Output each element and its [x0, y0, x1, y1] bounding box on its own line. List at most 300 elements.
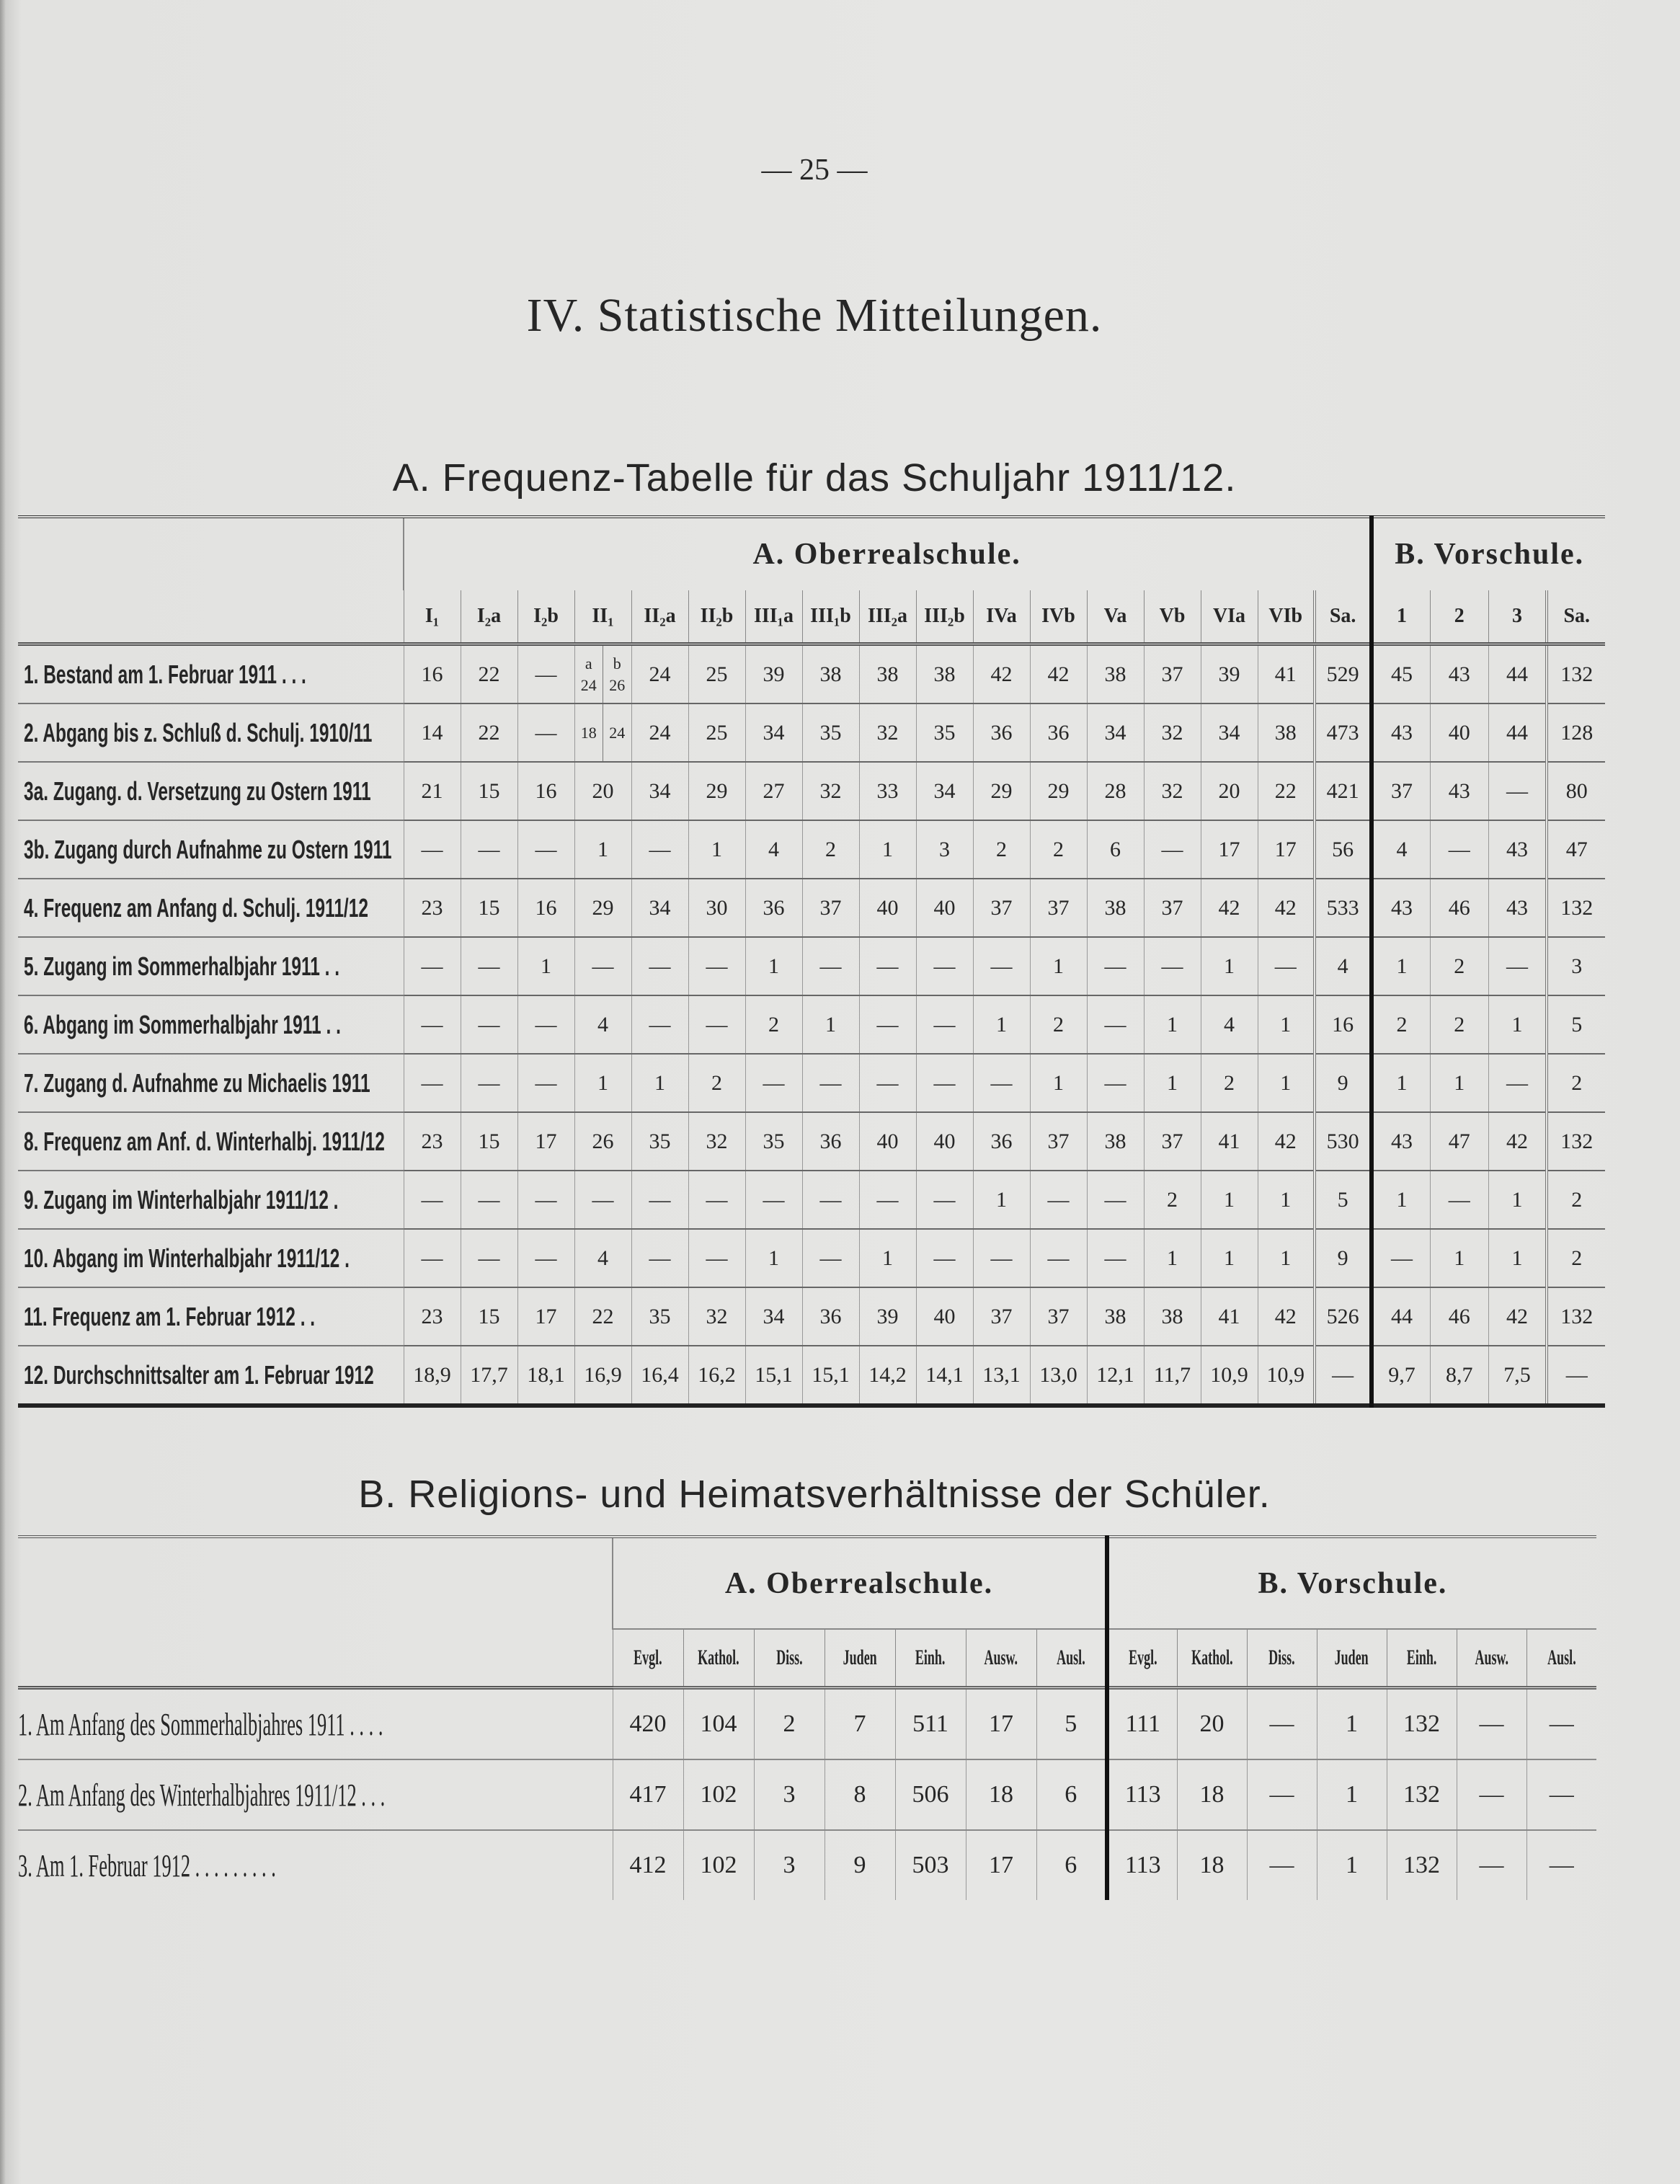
table-cell: 12,1	[1087, 1346, 1144, 1406]
split-part	[603, 646, 631, 703]
column-header-label: II₂a	[644, 605, 676, 627]
table-cell: 25	[688, 644, 745, 704]
table-cell: 29	[574, 879, 631, 937]
table-cell: 1	[859, 1229, 916, 1287]
table-cell: —	[916, 1171, 973, 1229]
table-cell: 5	[1036, 1688, 1107, 1760]
table-cell: —	[631, 820, 688, 879]
table-cell: 80	[1547, 762, 1605, 820]
table-cell: 16,4	[631, 1346, 688, 1406]
table-cell: 21	[404, 762, 461, 820]
table-row	[18, 820, 1605, 879]
split-part	[575, 646, 603, 703]
table-cell: 2	[1030, 995, 1087, 1054]
row-label	[18, 1688, 613, 1760]
table-cell: 128	[1547, 703, 1605, 762]
table-cell: 473	[1315, 703, 1372, 762]
table-cell: 2	[802, 820, 859, 879]
column-header	[1430, 590, 1488, 644]
table-cell: 1	[517, 937, 574, 995]
table-cell: —	[1457, 1688, 1526, 1760]
column-header	[1144, 590, 1201, 644]
table-cell: 1	[1488, 995, 1547, 1054]
table-cell: 22	[574, 1287, 631, 1346]
split-cell	[575, 646, 631, 703]
column-header-label: 2	[1454, 605, 1465, 627]
table-cell: —	[688, 1229, 745, 1287]
column-header-label: Kathol.	[698, 1646, 739, 1669]
table-cell: 37	[1030, 1112, 1087, 1171]
table-cell: 20	[1201, 762, 1258, 820]
row-label-text: 6. Abgang im Sommerhalbjahr 1911 . .	[24, 1009, 341, 1039]
split-part	[603, 704, 631, 761]
table-cell: 29	[688, 762, 745, 820]
table-cell: 47	[1430, 1112, 1488, 1171]
table-cell: 1	[1317, 1830, 1387, 1900]
column-header	[404, 590, 461, 644]
table-cell: —	[1526, 1830, 1596, 1900]
table-cell: 1	[1201, 1171, 1258, 1229]
table-cell: —	[1488, 1054, 1547, 1112]
table-cell: 2	[1547, 1229, 1605, 1287]
column-header-label: II₁	[592, 605, 614, 627]
column-header	[1177, 1629, 1247, 1688]
table-cell: 3	[754, 1759, 825, 1830]
table-cell: 3	[916, 820, 973, 879]
table-cell: —	[461, 820, 517, 879]
table-corner	[18, 1537, 613, 1688]
table-cell: —	[802, 1054, 859, 1112]
table-cell: 1	[631, 1054, 688, 1112]
table-cell: 2	[1547, 1171, 1605, 1229]
split-value: 26	[609, 675, 626, 694]
column-header	[517, 590, 574, 644]
row-label	[18, 1287, 404, 1346]
table-cell: 529	[1315, 644, 1372, 704]
table-cell: 41	[1258, 644, 1315, 704]
table-cell: 1	[745, 937, 802, 995]
column-header	[1201, 590, 1258, 644]
table-cell: —	[1247, 1688, 1317, 1760]
table-cell: —	[461, 1229, 517, 1287]
table-cell: 26	[574, 1112, 631, 1171]
table-cell: 8,7	[1430, 1346, 1488, 1406]
table-cell: —	[1488, 937, 1547, 995]
table-cell: 22	[461, 703, 517, 762]
column-header-label: Diss.	[775, 1646, 803, 1669]
table-cell: 2	[973, 820, 1030, 879]
column-header-label: III₁b	[810, 605, 851, 627]
split-sub-header: a	[585, 654, 592, 672]
table-cell: 33	[859, 762, 916, 820]
table-cell: 1	[1372, 937, 1430, 995]
column-header-label: Einh.	[915, 1646, 946, 1669]
table-cell: 28	[1087, 762, 1144, 820]
table-cell: 511	[895, 1688, 966, 1760]
table-cell: 1	[1488, 1229, 1547, 1287]
split-sub-header: b	[613, 654, 621, 672]
table-cell: —	[1526, 1759, 1596, 1830]
table-cell: 42	[1258, 879, 1315, 937]
table-row	[18, 1229, 1605, 1287]
column-header	[966, 1629, 1036, 1688]
table-cell: 41	[1201, 1112, 1258, 1171]
table-cell: —	[404, 1171, 461, 1229]
table-cell: 2	[1430, 937, 1488, 995]
table-cell: —	[517, 703, 574, 762]
column-header	[631, 590, 688, 644]
table-cell: 38	[1144, 1287, 1201, 1346]
table-cell: —	[1430, 1171, 1488, 1229]
table-cell: 14,2	[859, 1346, 916, 1406]
table-cell: —	[631, 1229, 688, 1287]
table-cell: —	[1087, 1054, 1144, 1112]
table-cell: 37	[802, 879, 859, 937]
table-cell: 2	[1144, 1171, 1201, 1229]
table-cell: 2	[745, 995, 802, 1054]
row-label	[18, 1830, 613, 1900]
table-cell: 17	[966, 1830, 1036, 1900]
column-header-label: IVb	[1041, 605, 1075, 627]
table-cell: 1	[1030, 1054, 1087, 1112]
table-cell: 5	[1315, 1171, 1372, 1229]
row-label-text: 5. Zugang im Sommerhalbjahr 1911 . .	[24, 951, 340, 981]
table-cell: 9	[825, 1830, 895, 1900]
table-cell: 34	[1201, 703, 1258, 762]
table-cell: 43	[1430, 644, 1488, 704]
table-cell: 34	[745, 703, 802, 762]
table-cell: 38	[1258, 703, 1315, 762]
table-cell: 1	[973, 1171, 1030, 1229]
split-part	[575, 704, 603, 761]
column-header-label: Sa.	[1563, 605, 1591, 627]
table-cell: 15	[461, 1287, 517, 1346]
table-cell: 132	[1547, 1112, 1605, 1171]
table-row	[18, 644, 1605, 704]
table-cell: 7	[825, 1688, 895, 1760]
column-header-label: Ausw.	[984, 1646, 1018, 1669]
table-cell: 37	[1144, 879, 1201, 937]
column-header	[825, 1629, 895, 1688]
column-header-label: Ausl.	[1056, 1646, 1085, 1669]
column-header	[1107, 1629, 1177, 1688]
religion-table	[18, 1535, 1596, 1900]
column-header	[916, 590, 973, 644]
table-cell: —	[745, 1171, 802, 1229]
table-cell: 10,9	[1258, 1346, 1315, 1406]
row-label-text: 4. Frequenz am Anfang d. Schulj. 1911/12	[24, 892, 368, 923]
table-cell: —	[1087, 995, 1144, 1054]
row-label-text: 11. Frequenz am 1. Februar 1912 . .	[24, 1301, 316, 1331]
table-cell: 1	[1201, 937, 1258, 995]
column-header	[1315, 590, 1372, 644]
table-cell: 16	[404, 644, 461, 704]
table-cell: 132	[1387, 1830, 1457, 1900]
row-label	[18, 820, 404, 879]
column-header	[1030, 590, 1087, 644]
table-cell: —	[916, 1054, 973, 1112]
table-cell: 132	[1547, 644, 1605, 704]
table-cell: 1	[1030, 937, 1087, 995]
table-cell: 18	[966, 1759, 1036, 1830]
row-label	[18, 937, 404, 995]
table-cell: 18	[1177, 1759, 1247, 1830]
table-row	[18, 879, 1605, 937]
table-cell: 1	[574, 1054, 631, 1112]
table-row	[18, 1054, 1605, 1112]
row-label-text: 1. Bestand am 1. Februar 1911 . . .	[24, 659, 306, 689]
table-cell: 1	[973, 995, 1030, 1054]
column-header-label: Ausw.	[1475, 1646, 1508, 1669]
table-cell: 23	[404, 879, 461, 937]
table-cell: 37	[1144, 644, 1201, 704]
table-cell: 38	[1087, 879, 1144, 937]
table-cell: 43	[1372, 703, 1430, 762]
table-cell: 6	[1036, 1830, 1107, 1900]
table-cell: 15,1	[745, 1346, 802, 1406]
table-cell: —	[859, 1171, 916, 1229]
table-cell: 1	[1430, 1229, 1488, 1287]
table-cell: —	[1247, 1759, 1317, 1830]
table-cell: 1	[1258, 1054, 1315, 1112]
table-cell: 40	[916, 879, 973, 937]
table-cell: 20	[1177, 1688, 1247, 1760]
table-cell: 503	[895, 1830, 966, 1900]
table-cell: —	[1315, 1346, 1372, 1406]
table-cell: —	[802, 1229, 859, 1287]
table-cell: 1	[1372, 1054, 1430, 1112]
column-header-label: IVa	[986, 605, 1017, 627]
table-cell: 24	[631, 703, 688, 762]
table-cell: 9,7	[1372, 1346, 1430, 1406]
column-header	[613, 1629, 683, 1688]
split-value: 18	[580, 723, 597, 742]
table-cell: 111	[1107, 1688, 1177, 1760]
table-cell: 36	[745, 879, 802, 937]
table-cell: —	[802, 937, 859, 995]
table-cell: 1	[688, 820, 745, 879]
column-header-label: Evgl.	[634, 1646, 662, 1669]
table-cell: —	[1144, 820, 1201, 879]
table-cell: 56	[1315, 820, 1372, 879]
table-cell: 18,1	[517, 1346, 574, 1406]
table-cell: —	[1526, 1688, 1596, 1760]
table-cell: 32	[688, 1287, 745, 1346]
table-cell: 6	[1036, 1759, 1107, 1830]
table-cell: 32	[1144, 762, 1201, 820]
column-header-label: Kathol.	[1191, 1646, 1233, 1669]
table-cell: 36	[973, 1112, 1030, 1171]
religion-table-title: B. Religions- und Heimatsverhältnisse der Schüler.	[358, 1473, 1271, 1516]
table-cell: 14,1	[916, 1346, 973, 1406]
table-row	[18, 1759, 1596, 1830]
table-cell: 4	[745, 820, 802, 879]
table-cell: —	[745, 1054, 802, 1112]
table-cell: 506	[895, 1759, 966, 1830]
table-cell: —	[517, 820, 574, 879]
table-cell: 38	[1087, 1287, 1144, 1346]
column-header	[1036, 1629, 1107, 1688]
table-cell: 23	[404, 1112, 461, 1171]
table-cell: 3	[754, 1830, 825, 1900]
table-cell: 4	[1315, 937, 1372, 995]
table-cell: 32	[1144, 703, 1201, 762]
column-header-label: Vb	[1159, 605, 1186, 627]
column-header-label: Evgl.	[1128, 1646, 1157, 1669]
table-row	[18, 1688, 1596, 1760]
table-cell: 32	[802, 762, 859, 820]
table-cell: 47	[1547, 820, 1605, 879]
column-header	[745, 590, 802, 644]
row-label-text: 1. Am Anfang des Sommerhalbjahres 1911 . . . .	[18, 1706, 383, 1742]
table-cell: 23	[404, 1287, 461, 1346]
column-header	[973, 590, 1030, 644]
table-cell: 42	[1030, 644, 1087, 704]
table-cell: 17	[1201, 820, 1258, 879]
column-header	[1258, 590, 1315, 644]
table-cell: 1	[1317, 1759, 1387, 1830]
table-cell: 2	[1201, 1054, 1258, 1112]
column-header-label: Einh.	[1406, 1646, 1437, 1669]
table-cell: —	[973, 937, 1030, 995]
row-label-text: 12. Durchschnittsalter am 1. Februar 1912	[24, 1359, 374, 1390]
table-cell: —	[688, 937, 745, 995]
table-cell: 42	[1258, 1112, 1315, 1171]
row-label	[18, 1171, 404, 1229]
table-cell: 132	[1547, 879, 1605, 937]
table-cell: 43	[1372, 879, 1430, 937]
column-header-label: II₂b	[700, 605, 734, 627]
table-cell: —	[973, 1229, 1030, 1287]
table-cell: 16	[517, 762, 574, 820]
table-cell: 42	[1201, 879, 1258, 937]
table-cell: —	[859, 937, 916, 995]
column-header-label: III₁a	[753, 605, 794, 627]
table-cell: —	[461, 1054, 517, 1112]
table-cell: 46	[1430, 879, 1488, 937]
table-cell: 15	[461, 762, 517, 820]
column-header-label: III₂b	[924, 605, 965, 627]
table-cell: 44	[1488, 703, 1547, 762]
column-header	[688, 590, 745, 644]
row-label-text: 8. Frequenz am Anf. d. Winterhalbj. 1911/12	[24, 1126, 385, 1156]
table-cell: 1	[1317, 1688, 1387, 1760]
table-cell: 2	[1547, 1054, 1605, 1112]
table-cell: 132	[1387, 1688, 1457, 1760]
column-header	[1317, 1629, 1387, 1688]
table-cell: 40	[916, 1287, 973, 1346]
table-cell: 18	[1177, 1830, 1247, 1900]
row-label	[18, 1759, 613, 1830]
row-label-text: 2. Abgang bis z. Schluß d. Schulj. 1910/11	[24, 717, 373, 747]
table-cell: 417	[613, 1759, 683, 1830]
column-header-label: VIa	[1212, 605, 1246, 627]
table-cell: —	[688, 1171, 745, 1229]
table-row	[18, 1346, 1605, 1406]
column-header-label: VIb	[1268, 605, 1303, 627]
table-cell: —	[859, 995, 916, 1054]
table-cell: —	[517, 644, 574, 704]
table-cell: 40	[859, 879, 916, 937]
table-cell: 15	[461, 879, 517, 937]
table-cell: 1	[859, 820, 916, 879]
table-cell: 2	[1430, 995, 1488, 1054]
table-cell: 104	[683, 1688, 754, 1760]
table-cell: —	[517, 995, 574, 1054]
table-cell: —	[1144, 937, 1201, 995]
group-header-oberrealschule: A. Oberrealschule.	[404, 517, 1372, 590]
row-label-text: 3a. Zugang. d. Versetzung zu Ostern 1911	[24, 776, 371, 806]
table-row	[18, 762, 1605, 820]
table-cell: 35	[631, 1287, 688, 1346]
column-header	[1547, 590, 1605, 644]
split-cell	[575, 704, 631, 761]
column-header-label: Va	[1103, 605, 1127, 627]
table-row	[18, 937, 1605, 995]
table-cell: —	[517, 1171, 574, 1229]
column-header	[1387, 1629, 1457, 1688]
table-cell: 37	[1030, 1287, 1087, 1346]
row-label-text: 3. Am 1. Februar 1912 . . . . . . . . .	[18, 1847, 276, 1883]
table-cell: 17,7	[461, 1346, 517, 1406]
row-label	[18, 703, 404, 762]
table-cell: 25	[688, 703, 745, 762]
table-cell: 16	[517, 879, 574, 937]
table-cell: 40	[916, 1112, 973, 1171]
table-cell: 412	[613, 1830, 683, 1900]
column-header	[1087, 590, 1144, 644]
table-cell: 36	[1030, 703, 1087, 762]
table-cell: —	[574, 1171, 631, 1229]
table-cell: 1	[1201, 1229, 1258, 1287]
table-cell: 2	[1372, 995, 1430, 1054]
table-cell: 43	[1488, 879, 1547, 937]
table-cell: 37	[1030, 879, 1087, 937]
table-cell: 24	[631, 644, 688, 704]
table-cell: 37	[973, 1287, 1030, 1346]
table-cell: 1	[1258, 1229, 1315, 1287]
table-cell: 113	[1107, 1830, 1177, 1900]
table-cell: —	[1488, 762, 1547, 820]
table-cell: 17	[1258, 820, 1315, 879]
table-cell: —	[916, 995, 973, 1054]
table-cell: 13,1	[973, 1346, 1030, 1406]
row-label-text: 9. Zugang im Winterhalbjahr 1911/12 .	[24, 1184, 339, 1215]
table-cell	[574, 703, 631, 762]
split-value: 24	[580, 675, 597, 694]
table-cell: 32	[688, 1112, 745, 1171]
table-cell: 35	[745, 1112, 802, 1171]
table-cell: 42	[1488, 1112, 1547, 1171]
table-cell: 13,0	[1030, 1346, 1087, 1406]
table-cell: 16,9	[574, 1346, 631, 1406]
table-cell: —	[461, 995, 517, 1054]
group-header-vorschule: B. Vorschule.	[1107, 1537, 1596, 1629]
table-cell: 43	[1430, 762, 1488, 820]
table-cell: 34	[1087, 703, 1144, 762]
table-cell: 39	[745, 644, 802, 704]
table-cell: 7,5	[1488, 1346, 1547, 1406]
column-header	[1526, 1629, 1596, 1688]
table-cell: 45	[1372, 644, 1430, 704]
table-cell: —	[517, 1229, 574, 1287]
page-number: — 25 —	[761, 154, 868, 187]
table-cell: 533	[1315, 879, 1372, 937]
table-cell: —	[859, 1054, 916, 1112]
column-header	[574, 590, 631, 644]
column-header	[754, 1629, 825, 1688]
table-cell: —	[404, 1229, 461, 1287]
